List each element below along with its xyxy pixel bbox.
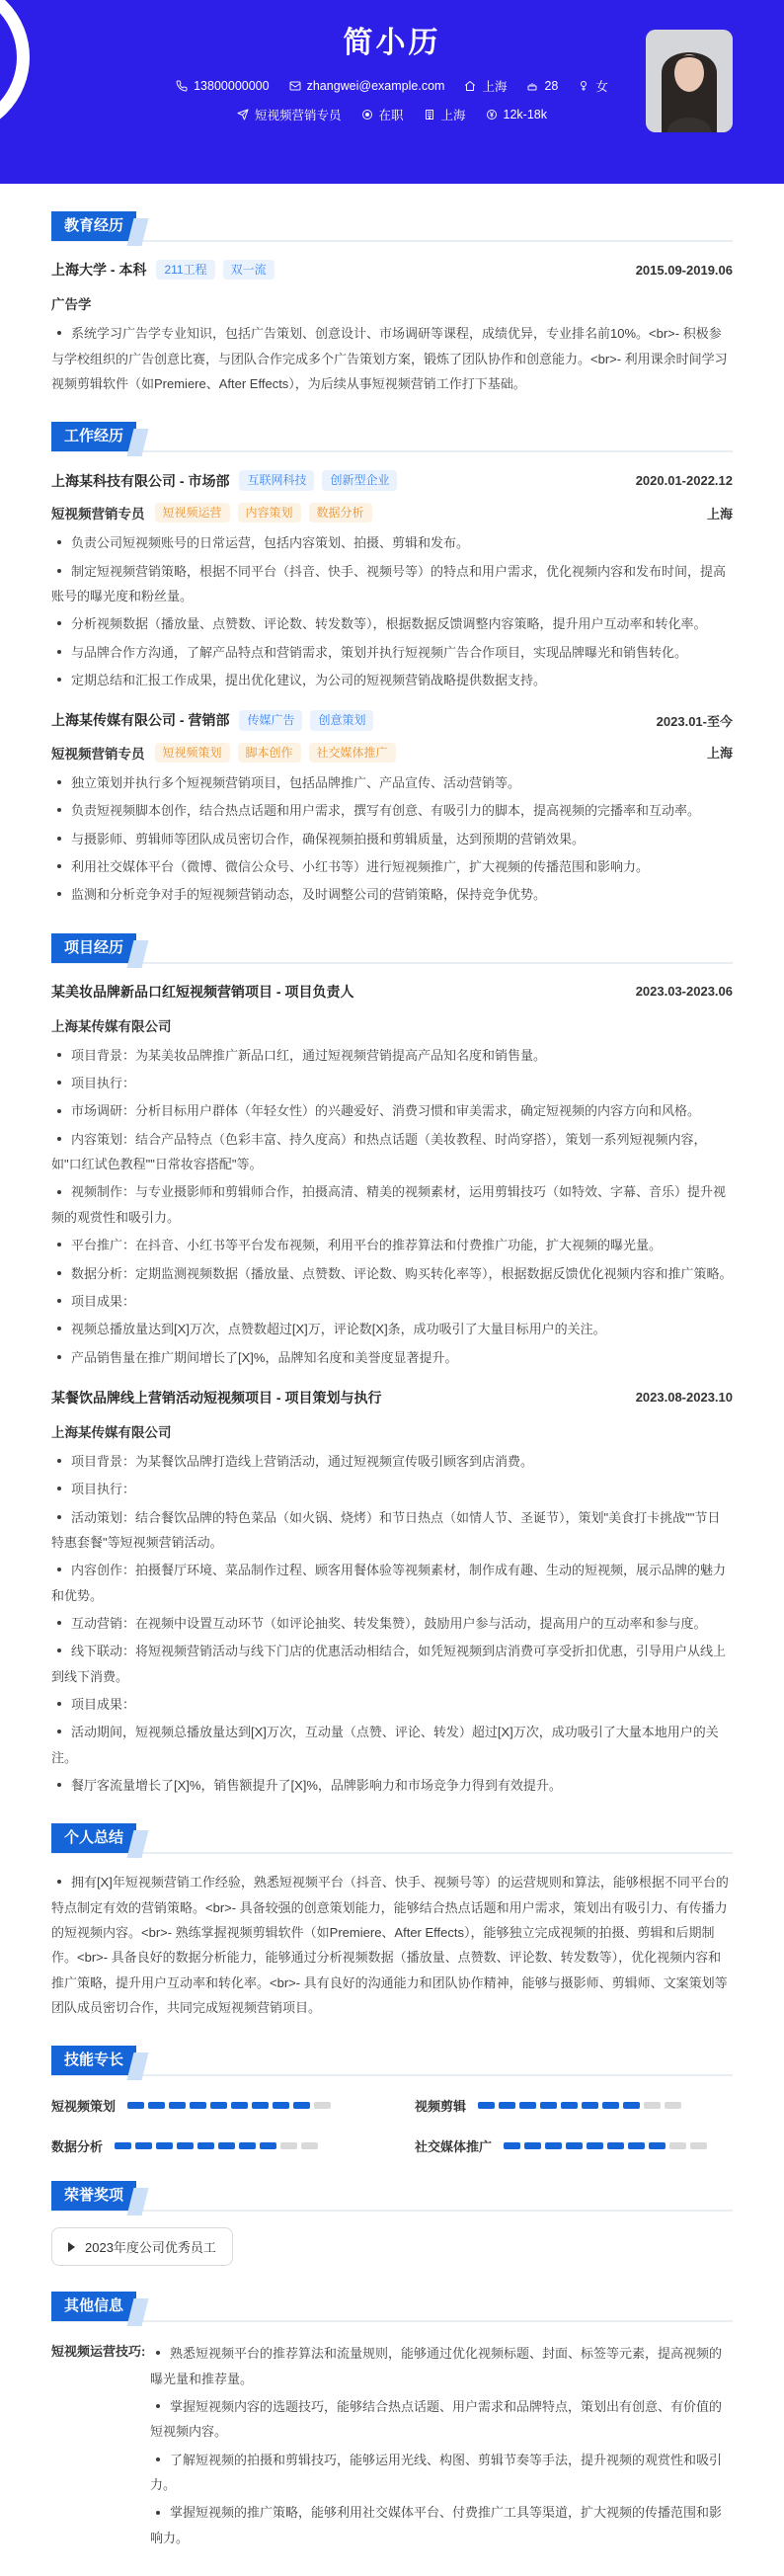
bullet-item: 掌握短视频内容的选题技巧，能够结合热点话题、用户需求和品牌特点，策划出有创意、有价值的短视频内容。	[150, 2394, 733, 2445]
role-tag: 短视频运营	[155, 503, 230, 523]
section-skills	[51, 2046, 733, 2155]
skill-segment	[669, 2142, 686, 2149]
resume-body	[0, 184, 784, 2576]
skill-item	[415, 2136, 733, 2155]
project-name: 某美妆品牌新品口红短视频营销项目 - 项目负责人	[51, 983, 354, 1000]
skill-segment	[628, 2142, 645, 2149]
skill-segment	[504, 2142, 520, 2149]
skill-segment	[623, 2102, 640, 2109]
bullet-item: 项目执行：	[51, 1477, 733, 1501]
contact-salary	[486, 108, 547, 121]
skill-segment	[293, 2102, 310, 2109]
section-badge-projects: 项目经历	[51, 933, 136, 963]
bullet-item: 互动营销：在视频中设置互动环节（如评论抽奖、转发集赞），鼓励用户参与活动，提高用户的互动率和参与度。	[51, 1611, 733, 1636]
contact-phone	[176, 79, 269, 93]
bullet-item: 项目背景：为某美妆品牌推广新品口红，通过短视频营销提高产品知名度和销售量。	[51, 1043, 733, 1068]
bullet-item: 监测和分析竞争对手的短视频营销动态，及时调整公司的营销策略，保持竞争优势。	[51, 882, 733, 907]
phone-value: 13800000000	[194, 79, 270, 93]
city-value: 上海	[440, 109, 466, 122]
school-name: 上海大学 - 本科	[51, 262, 147, 279]
bullet-item: 内容策划：结合产品特点（色彩丰富、持久度高）和热点话题（美妆教程、时尚穿搭），策划一系列短视频内容，如"口红试色教程""日常妆容搭配"等。	[51, 1127, 733, 1177]
section-head-other	[51, 2292, 733, 2322]
skill-segment	[602, 2102, 619, 2109]
skill-item	[415, 2096, 733, 2115]
role-name: 短视频营销专员	[51, 746, 145, 762]
honor-expandable-item[interactable]	[51, 2227, 233, 2266]
mail-icon	[289, 80, 301, 92]
bullet-item: 负责公司短视频账号的日常运营，包括内容策划、拍摄、剪辑和发布。	[51, 530, 733, 555]
skill-segment	[607, 2142, 624, 2149]
company-tag: 互联网科技	[239, 470, 314, 490]
other-info-label: 短视频运营技巧:	[51, 2344, 146, 2360]
contact-position	[237, 106, 342, 123]
project-entry-head	[51, 1388, 733, 1408]
gender-value: 女	[595, 80, 608, 94]
bullet-item: 熟悉短视频平台的推荐算法和流量规则，能够通过优化视频标题、封面、标签等元素，提高视频的曝光量和推荐量。	[150, 2341, 733, 2391]
skill-segment	[690, 2142, 707, 2149]
salary-value: 12k-18k	[503, 108, 548, 121]
project-org: 上海某传媒有限公司	[51, 1018, 172, 1034]
skill-segment	[478, 2102, 495, 2109]
education-bullets	[51, 321, 733, 396]
avatar	[646, 30, 733, 132]
work-entry-head	[51, 470, 733, 490]
bullet-item: 分析视频数据（播放量、点赞数、评论数、转发数等），根据数据反馈调整内容策略，提升用户互动率和转化率。	[51, 611, 733, 636]
education-entry-head	[51, 260, 733, 280]
education-date: 2015.09-2019.06	[635, 262, 733, 278]
company-tag: 创新型企业	[322, 470, 397, 490]
bullet-item: 负责短视频脚本创作，结合热点话题和用户需求，撰写有创意、有吸引力的脚本，提高视频的完播率和互动率。	[51, 798, 733, 823]
contact-status	[361, 106, 404, 123]
project-bullets	[51, 1043, 733, 1370]
contact-row-1	[176, 77, 608, 95]
honor-label: 2023年度公司优秀员工	[85, 2240, 216, 2256]
resume-header	[0, 0, 784, 184]
section-work	[51, 422, 733, 907]
work-role-row	[51, 503, 733, 523]
project-name: 某餐饮品牌线上营销活动短视频项目 - 项目策划与执行	[51, 1389, 382, 1406]
education-tag: 双一流	[223, 260, 274, 280]
section-badge-work: 工作经历	[51, 422, 136, 451]
section-head-skills	[51, 2046, 733, 2076]
other-bullets	[150, 2338, 733, 2550]
bullet-item: 项目成果：	[51, 1692, 733, 1717]
work-location: 上海	[706, 746, 733, 762]
skill-name: 短视频策划	[51, 2099, 117, 2115]
age-value: 28	[544, 79, 559, 93]
bullet-item: 线下联动：将短视频营销活动与线下门店的优惠活动相结合，如凭短视频到店消费可享受折扣优惠，引导用户从线上到线下消费。	[51, 1639, 733, 1689]
bullet-item: 市场调研：分析目标用户群体（年轻女性）的兴趣爱好、消费习惯和审美需求，确定短视频的内容方向和风格。	[51, 1098, 733, 1123]
status-icon	[361, 109, 373, 121]
other-info-row	[51, 2338, 733, 2550]
project-org: 上海某传媒有限公司	[51, 1424, 172, 1440]
section-other	[51, 2292, 733, 2550]
bullet-item: 数据分析：定期监测视频数据（播放量、点赞数、评论数、购买转化率等），根据数据反馈优化视频内容和推广策略。	[51, 1261, 733, 1286]
company-name: 上海某传媒有限公司 - 营销部	[51, 712, 230, 729]
role-tag: 脚本创作	[238, 743, 301, 763]
section-badge-skills: 技能专长	[51, 2046, 136, 2075]
email-value: zhangwei@example.com	[306, 79, 445, 93]
bullet-item: 系统学习广告学专业知识，包括广告策划、创意设计、市场调研等课程，成绩优异，专业排名前10%。<br>- 积极参与学校组织的广告创意比赛，与团队合作完成多个广告策划方案，锻炼了团队协作和创意能力。<br>- 利用课余时间学习视频剪辑软件（如Premiere、After Effects），为后续从事短视频营销工作打下基础。	[51, 321, 733, 396]
education-tags	[156, 260, 274, 280]
skill-segment	[218, 2142, 235, 2149]
role-name: 短视频营销专员	[51, 507, 145, 522]
bullet-item: 定期总结和汇报工作成果，提出优化建议，为公司的短视频营销战略提供数据支持。	[51, 668, 733, 692]
phone-icon	[176, 80, 188, 92]
skill-segment	[135, 2142, 152, 2149]
bullet-item: 项目成果：	[51, 1289, 733, 1314]
skill-item	[51, 2136, 369, 2155]
bullet-item: 制定短视频营销策略，根据不同平台（抖音、快手、视频号等）的特点和用户需求，优化视频内容和发布时间，提高账号的曝光度和粉丝量。	[51, 559, 733, 609]
bullet-item: 掌握短视频的推广策略，能够利用社交媒体平台、付费推广工具等渠道，扩大视频的传播范围和影响力。	[150, 2500, 733, 2550]
skill-item	[51, 2096, 369, 2115]
project-date: 2023.08-2023.10	[635, 1390, 733, 1406]
work-role-row	[51, 743, 733, 763]
skill-segment	[190, 2102, 206, 2109]
work-bullets	[51, 770, 733, 908]
company-tag: 创意策划	[310, 710, 373, 730]
skill-segment	[649, 2142, 666, 2149]
skill-segment	[197, 2142, 214, 2149]
skill-segment	[169, 2102, 186, 2109]
section-education	[51, 211, 733, 396]
company-tags	[239, 710, 373, 730]
skill-segment	[148, 2102, 165, 2109]
skill-name: 数据分析	[51, 2139, 104, 2155]
bullet-item: 视频总播放量达到[X]万次，点赞数超过[X]万，评论数[X]条，成功吸引了大量目标用户的关注。	[51, 1317, 733, 1341]
skill-segment	[665, 2102, 681, 2109]
status-value: 在职	[378, 109, 404, 122]
building-icon	[424, 109, 435, 121]
work-entry	[51, 470, 733, 692]
work-entry-head	[51, 710, 733, 730]
section-head-summary	[51, 1823, 733, 1854]
skill-segment	[177, 2142, 194, 2149]
section-summary	[51, 1823, 733, 2020]
education-major: 广告学	[51, 297, 92, 313]
skill-segment	[566, 2142, 583, 2149]
skill-segment	[127, 2102, 144, 2109]
skill-segment	[519, 2102, 536, 2109]
skill-segment	[499, 2102, 515, 2109]
skill-segment	[239, 2142, 256, 2149]
skill-segment	[210, 2102, 227, 2109]
bullet-item: 项目背景：为某餐饮品牌打造线上营销活动，通过短视频宣传吸引顾客到店消费。	[51, 1449, 733, 1474]
bullet-item: 内容创作：拍摄餐厅环境、菜品制作过程、顾客用餐体验等视频素材，制作成有趣、生动的短视频，展示品牌的魅力和优势。	[51, 1558, 733, 1608]
contact-location	[464, 77, 507, 95]
contact-age	[526, 79, 558, 93]
skill-segment	[644, 2102, 661, 2109]
bullet-item: 活动策划：结合餐饮品牌的特色菜品（如火锅、烧烤）和节日热点（如情人节、圣诞节），策划"美食打卡挑战""节日特惠套餐"等短视频营销活动。	[51, 1505, 733, 1556]
section-badge-summary: 个人总结	[51, 1823, 136, 1853]
bullet-item: 与品牌合作方沟通，了解产品特点和营销需求，策划并执行短视频广告合作项目，实现品牌曝光和销售转化。	[51, 640, 733, 665]
skill-name: 社交媒体推广	[415, 2139, 493, 2155]
skill-segment	[280, 2142, 297, 2149]
project-entry-head	[51, 982, 733, 1002]
contact-gender	[578, 77, 608, 95]
skill-bar	[504, 2142, 707, 2149]
skill-bar	[478, 2102, 681, 2109]
skill-segment	[582, 2102, 598, 2109]
work-entry	[51, 710, 733, 908]
page-title: 简小历	[343, 27, 441, 59]
position-value: 短视频营销专员	[254, 109, 342, 122]
role-tags	[155, 743, 396, 763]
section-head-education	[51, 211, 733, 242]
summary-bullets	[51, 1870, 733, 2020]
skill-segment	[273, 2102, 289, 2109]
section-badge-honors: 荣誉奖项	[51, 2181, 136, 2211]
skill-bar	[115, 2142, 318, 2149]
company-tags	[239, 470, 397, 490]
skill-segment	[252, 2102, 269, 2109]
section-badge-education: 教育经历	[51, 211, 136, 241]
expand-arrow-icon	[68, 2242, 75, 2252]
skill-segment	[587, 2142, 603, 2149]
project-date: 2023.03-2023.06	[635, 984, 733, 1000]
work-date: 2020.01-2022.12	[635, 473, 733, 489]
skill-segment	[156, 2142, 173, 2149]
salary-icon	[486, 109, 498, 121]
bullet-item: 利用社交媒体平台（微博、微信公众号、小红书等）进行短视频推广，扩大视频的传播范围和影响力。	[51, 854, 733, 879]
contact-row-2	[237, 106, 547, 123]
company-tag: 传媒广告	[239, 710, 302, 730]
skill-segment	[545, 2142, 562, 2149]
section-head-honors	[51, 2181, 733, 2212]
age-icon	[526, 80, 538, 92]
bullet-item: 拥有[X]年短视频营销工作经验，熟悉短视频平台（抖音、快手、视频号等）的运营规则和算法，能够根据不同平台的特点制定有效的营销策略。<br>- 具备较强的创意策划能力，能够结合热点话题和用户需求，策划出有吸引力、有传播力的短视频内容。<br>- 熟练掌握视频剪辑软件（如Premiere、After Effects），能够独立完成视频的拍摄、剪辑和后期制作。<br>- 具备良好的数据分析能力，能够通过分析视频数据（播放量、点赞数、评论数、转发数等），优化视频内容和推广策略，提升用户互动率和转化率。<br>- 具有良好的沟通能力和团队协作精神，能够与摄影师、剪辑师、文案策划等团队成员密切合作，共同完成短视频营销项目。	[51, 1870, 733, 2020]
skill-bar	[127, 2102, 331, 2109]
skill-segment	[540, 2102, 557, 2109]
contact-email	[289, 79, 445, 93]
section-projects	[51, 933, 733, 1799]
bullet-item: 产品销售量在推广期间增长了[X]%，品牌知名度和美誉度显著提升。	[51, 1345, 733, 1370]
home-icon	[464, 80, 476, 92]
skill-segment	[524, 2142, 541, 2149]
skill-segment	[260, 2142, 276, 2149]
role-tag: 社交媒体推广	[309, 743, 396, 763]
skill-segment	[115, 2142, 131, 2149]
section-honors	[51, 2181, 733, 2266]
role-tag: 内容策划	[238, 503, 301, 523]
role-tag: 数据分析	[309, 503, 372, 523]
section-badge-other: 其他信息	[51, 2292, 136, 2321]
bullet-item: 了解短视频的拍摄和剪辑技巧，能够运用光线、构图、剪辑节奏等手法，提升视频的观赏性和吸引力。	[150, 2448, 733, 2498]
skills-grid	[51, 2096, 733, 2155]
skill-segment	[561, 2102, 578, 2109]
bullet-item: 独立策划并执行多个短视频营销项目，包括品牌推广、产品宣传、活动营销等。	[51, 770, 733, 795]
section-head-projects	[51, 933, 733, 964]
location-value: 上海	[482, 80, 508, 94]
skill-segment	[301, 2142, 318, 2149]
work-date: 2023.01-至今	[656, 713, 733, 729]
project-bullets	[51, 1449, 733, 1798]
paper-plane-icon	[237, 109, 249, 121]
bullet-item: 视频制作：与专业摄影师和剪辑师合作，拍摄高清、精美的视频素材，运用剪辑技巧（如特效、字幕、音乐）提升视频的观赏性和吸引力。	[51, 1179, 733, 1230]
gender-icon	[578, 80, 589, 92]
skill-segment	[231, 2102, 248, 2109]
skill-name: 视频剪辑	[415, 2099, 467, 2115]
contact-city	[424, 106, 466, 123]
bullet-item: 餐厅客流量增长了[X]%，销售额提升了[X]%，品牌影响力和市场竞争力得到有效提升。	[51, 1773, 733, 1798]
role-tag: 短视频策划	[155, 743, 230, 763]
education-tag: 211工程	[156, 260, 214, 280]
work-bullets	[51, 530, 733, 692]
bullet-item: 活动期间，短视频总播放量达到[X]万次，互动量（点赞、评论、转发）超过[X]万次，成功吸引了大量本地用户的关注。	[51, 1720, 733, 1770]
company-name: 上海某科技有限公司 - 市场部	[51, 472, 230, 489]
skill-segment	[314, 2102, 331, 2109]
role-tags	[155, 503, 372, 523]
section-head-work	[51, 422, 733, 452]
project-entry	[51, 982, 733, 1370]
bullet-item: 项目执行：	[51, 1071, 733, 1095]
project-entry	[51, 1388, 733, 1798]
bullet-item: 与摄影师、剪辑师等团队成员密切合作，确保视频拍摄和剪辑质量，达到预期的营销效果。	[51, 827, 733, 851]
work-location: 上海	[706, 506, 733, 522]
bullet-item: 平台推广：在抖音、小红书等平台发布视频，利用平台的推荐算法和付费推广功能，扩大视频的曝光量。	[51, 1233, 733, 1257]
